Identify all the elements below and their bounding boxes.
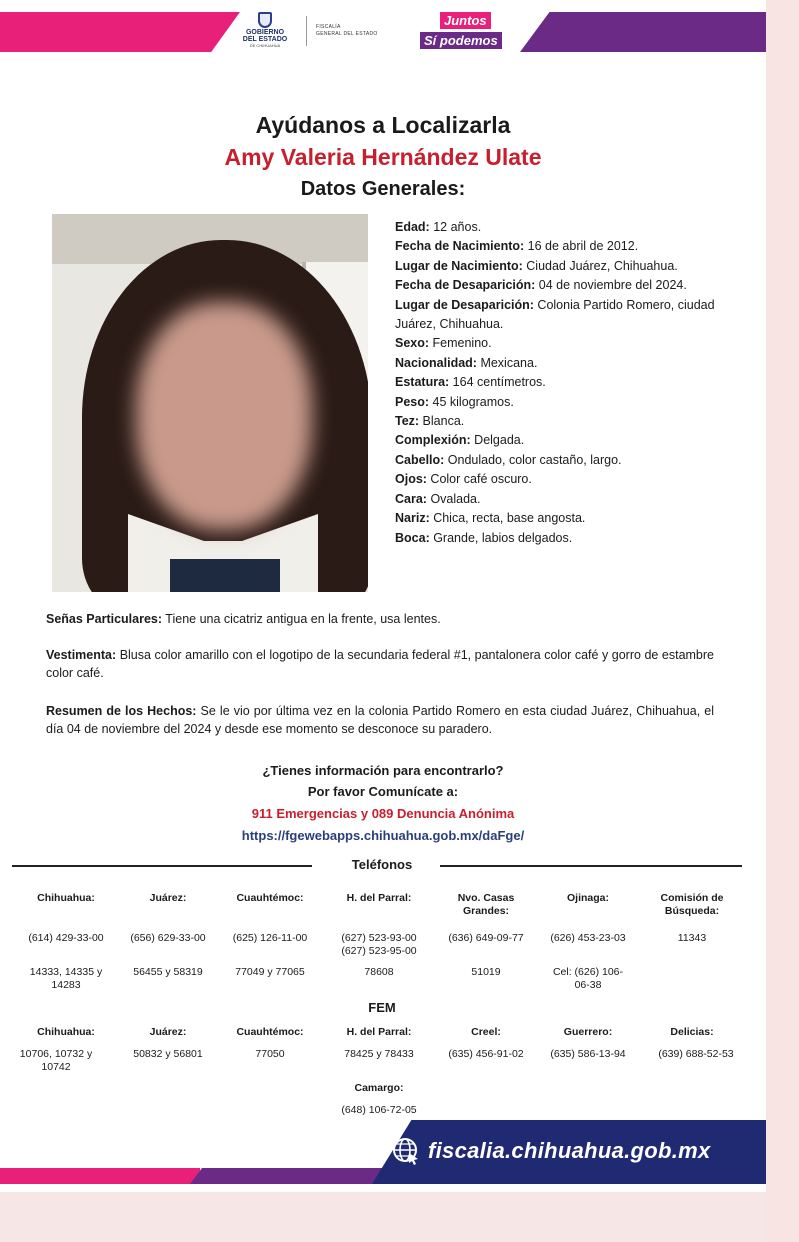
tel-cell: (614) 429-33-00 — [28, 932, 104, 944]
resumen-hechos — [46, 702, 714, 738]
gen-item — [395, 509, 725, 528]
gen-value: 04 de noviembre del 2024. — [535, 278, 687, 293]
senas-label: Señas Particulares: — [46, 612, 163, 626]
gen-value: 45 kilogramos. — [429, 394, 514, 409]
fem-header: H. del Parral: — [346, 1026, 412, 1038]
header-pink-bar — [0, 12, 240, 52]
gen-label: Lugar de Nacimiento: — [395, 258, 523, 273]
tel-cell: 51019 — [471, 966, 501, 978]
fem-cell: 10706, 10732 y 10742 — [19, 1048, 93, 1073]
gen-value: 16 de abril de 2012. — [524, 239, 639, 254]
gen-item — [395, 431, 725, 450]
juntos-text: Juntos — [440, 12, 491, 29]
general-data-list — [395, 218, 725, 548]
gen-value: Mexicana. — [476, 355, 538, 370]
contact-please: Por favor Comunícate a: — [307, 784, 459, 799]
gen-value: Colonia Partido Romero, ciudad Juárez, Chihuahua. — [395, 297, 715, 332]
resumen-label: Resumen de los Hechos: — [46, 704, 197, 718]
fem-cell: (635) 456-91-02 — [448, 1048, 524, 1060]
tel-cell: 56455 y 58319 — [133, 966, 203, 978]
fem-cell: 78425 y 78433 — [344, 1048, 414, 1060]
gen-value: 12 años. — [429, 220, 482, 234]
tel-header: H. del Parral: — [346, 892, 412, 904]
tel-cell: (627) 523-93-00 (627) 523-95-00 — [341, 932, 417, 957]
senas-particulares — [46, 610, 714, 628]
gen-item — [395, 373, 725, 392]
fem-header: Chihuahua: — [37, 1026, 95, 1038]
gen-item — [395, 257, 725, 276]
gen-value: Blanca. — [419, 414, 465, 429]
fem-header: Cuauhtémoc: — [236, 1026, 304, 1038]
tel-header: Ojinaga: — [566, 892, 609, 904]
tel-cell: Cel: (626) 106-06-38 — [552, 966, 624, 991]
gen-item — [395, 218, 725, 237]
gen-label: Peso: — [395, 394, 430, 409]
gen-item — [395, 490, 725, 509]
photo-sweater — [170, 559, 280, 592]
gen-label: Fecha de Nacimiento: — [395, 239, 525, 254]
gen-item — [395, 470, 725, 489]
fiscalia-line-2: GENERAL DEL ESTADO — [316, 31, 378, 37]
general-data-heading: Datos Generales: — [300, 178, 466, 200]
gen-label: Boca: — [395, 530, 430, 545]
contact-question: ¿Tienes información para encontrarlo? — [262, 763, 504, 778]
globe-icon — [392, 1137, 420, 1165]
gen-value: Delgada. — [470, 433, 525, 448]
tel-cell: (656) 629-33-00 — [130, 932, 206, 944]
fiscalia-line-1: FISCALÍA — [316, 24, 341, 30]
gen-value: Chica, recta, base angosta. — [429, 511, 586, 526]
gen-label: Sexo: — [395, 336, 430, 351]
gen-value: Femenino. — [429, 336, 492, 351]
tel-cell: (636) 649-09-77 — [448, 932, 524, 944]
gen-label: Nariz: — [395, 511, 430, 526]
vestimenta-label: Vestimenta: — [46, 648, 117, 662]
footer-url-link[interactable]: fiscalia.chihuahua.gob.mx — [428, 1138, 711, 1163]
blurred-face — [136, 302, 312, 530]
telefonos-heading — [12, 855, 752, 875]
tel-cell: 77049 y 77065 — [235, 966, 305, 978]
gen-label: Tez: — [395, 414, 420, 429]
tel-cell: 78608 — [364, 966, 394, 978]
person-name: Amy Valeria Hernández Ulate — [224, 144, 542, 170]
fem-header: Delicias: — [670, 1026, 714, 1038]
gen-label: Edad: — [395, 220, 430, 234]
footer-purple-bar — [190, 1168, 390, 1184]
header-purple-bar — [520, 12, 766, 52]
fem-heading — [12, 998, 752, 1018]
fem-header: Juárez: — [149, 1026, 187, 1038]
resumen-value: Se le vio por última vez en la colonia Partido Romero en esta ciudad Juárez, Chihuahua, el día 04 de noviembre del 2024 y desde ese momento se desconoce su paradero. — [46, 704, 714, 736]
fem-cell: 50832 y 56801 — [133, 1048, 203, 1060]
fiscalia-logo — [316, 24, 406, 38]
help-title: Ayúdanos a Localizarla — [255, 112, 511, 138]
vestimenta-value: Blusa color amarillo con el logotipo de la secundaria federal #1, pantalonera color café y gorro de estambre color café. — [46, 648, 714, 680]
gen-item — [395, 529, 725, 548]
gen-item — [395, 237, 725, 256]
tel-header: Chihuahua: — [37, 892, 95, 904]
fem-cell: (639) 688-52-53 — [658, 1048, 734, 1060]
gen-label: Complexión: — [395, 433, 471, 448]
tel-cell: (625) 126-11-00 — [232, 932, 308, 944]
camargo-value: (648) 106-72-05 — [341, 1104, 417, 1116]
tel-header: Cuauhtémoc: — [236, 892, 304, 904]
header-divider — [306, 16, 307, 46]
gen-item — [395, 354, 725, 373]
fem-cell: 77050 — [255, 1048, 285, 1060]
gobierno-logo — [234, 12, 296, 56]
gen-label: Lugar de Desaparición: — [395, 297, 534, 312]
gen-label: Ojos: — [395, 472, 427, 487]
right-background-strip — [766, 0, 799, 1242]
emergency-numbers: 911 Emergencias y 089 Denuncia Anónima — [251, 806, 515, 821]
gen-value: Ovalada. — [426, 491, 481, 506]
tel-cell: 11343 — [677, 932, 707, 944]
gen-value: Ondulado, color castaño, largo. — [444, 452, 622, 467]
person-photo — [52, 214, 368, 592]
gobierno-line-1: GOBIERNO — [245, 29, 285, 36]
juntos-si-podemos-logo — [412, 10, 524, 56]
footer-pink-bar — [0, 1168, 200, 1184]
gen-label: Fecha de Desaparición: — [395, 278, 536, 293]
tel-header: Comisión de Búsqueda: — [660, 892, 724, 917]
bottom-background-strip — [0, 1192, 766, 1242]
gen-value: 164 centímetros. — [449, 375, 546, 390]
gen-item — [395, 334, 725, 353]
gen-item — [395, 451, 725, 470]
gobierno-sub: DE CHIHUAHUA — [249, 43, 281, 48]
tel-header: Juárez: — [149, 892, 187, 904]
tel-cell: 14333, 14335 y 14283 — [29, 966, 103, 991]
gen-item — [395, 296, 725, 335]
gen-value: Ciudad Juárez, Chihuahua. — [522, 258, 678, 273]
report-url-link[interactable]: https://fgewebapps.chihuahua.gob.mx/daFge/ — [241, 828, 525, 843]
senas-value: Tiene una cicatriz antigua en la frente, usa lentes. — [162, 612, 441, 626]
fem-title: FEM — [368, 1000, 396, 1015]
gobierno-line-2: DEL ESTADO — [242, 36, 288, 43]
gen-item — [395, 393, 725, 412]
gen-label: Nacionalidad: — [395, 355, 477, 370]
fem-header: Guerrero: — [563, 1026, 613, 1038]
tel-cell: (626) 453-23-03 — [550, 932, 626, 944]
fem-cell: (635) 586-13-94 — [550, 1048, 626, 1060]
divider-line — [440, 865, 742, 867]
si-podemos-text: Sí podemos — [420, 32, 502, 49]
gen-value: Grande, labios delgados. — [429, 530, 573, 545]
gen-item — [395, 412, 725, 431]
gen-value: Color café oscuro. — [426, 472, 532, 487]
gen-item — [395, 276, 725, 295]
vestimenta — [46, 646, 714, 682]
gen-label: Estatura: — [395, 375, 450, 390]
fem-header: Creel: — [471, 1026, 501, 1038]
gen-label: Cara: — [395, 491, 427, 506]
state-shield-icon — [258, 12, 272, 28]
tel-header: Nvo. Casas Grandes: — [457, 892, 515, 917]
gen-label: Cabello: — [395, 452, 445, 467]
camargo-label: Camargo: — [354, 1082, 404, 1094]
telefonos-title: Teléfonos — [351, 857, 413, 872]
